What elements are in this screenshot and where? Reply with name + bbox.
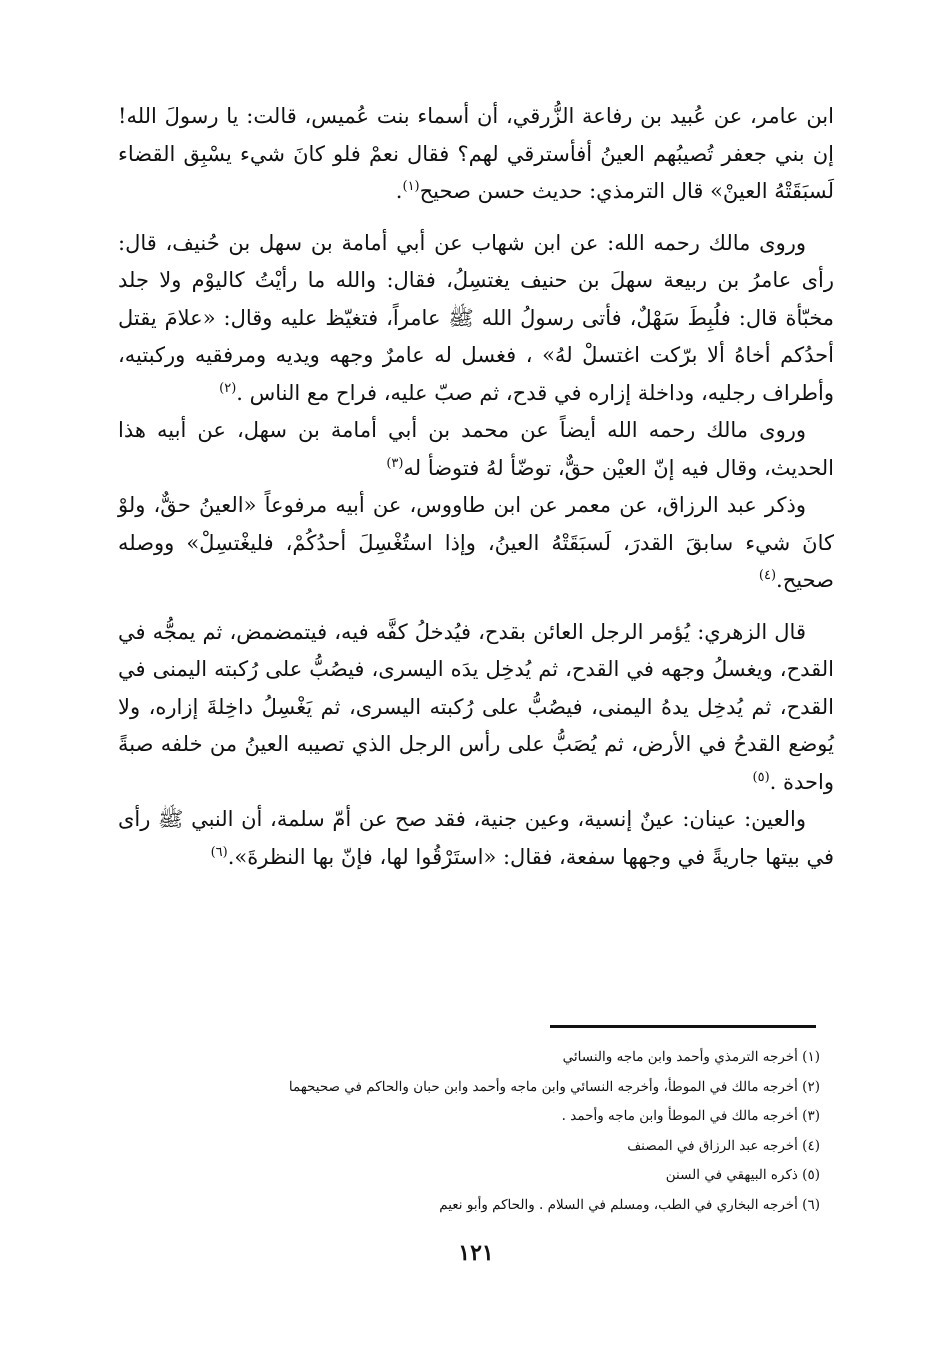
paragraph-text: والعين: عينان: عينٌ إنسية، وعين جنية، فقد صح عن أمّ سلمة، أن النبي ﷺ رأى في بيتها جاريةً في وجهها سفعة، فقال: «استَرْقُوا لها، فإنّ بها النظرةَ». bbox=[118, 807, 834, 869]
paragraph-text: ابن عامر، عن عُبيد بن رفاعة الزُّرقي، أن أسماء بنت عُميس، قالت: يا رسولَ الله! إن بني جعفر تُصيبُهم العينُ أفأسترقي لهم؟ فقال نعمْ فلو كانَ شيء يسْبِق القضاء لَسبَقَتْهُ العينْ» قال الترمذي: حديث حسن صحيح bbox=[118, 104, 834, 203]
paragraph-text: وروى مالك رحمه الله أيضاً عن محمد بن أبي أمامة بن سهل، عن أبيه هذا الحديث، وقال فيه إنّ العيْن حقٌّ، توضّأ لهُ فتوضأ له bbox=[118, 418, 834, 480]
paragraph-malik-sahl bbox=[118, 225, 834, 413]
paragraph-asma-hadith: ابن عامر، عن عُبيد بن رفاعة الزُّرقي، أن أسماء بنت عُميس، قالت: يا رسولَ الله! إن بني جعفر تُصيبُهم العينُ أفأسترقي لهم؟ فقال نعمْ فلو كانَ شيء يسْبِق القضاء لَسبَقَتْهُ العينْ» قال الترمذي: حديث حسن صحيح$^{(١)}$. bbox=[118, 104, 834, 203]
footnote-mark: (٦) bbox=[210, 844, 228, 860]
footnote-5: (٥) ذكره البيهقي في السنن bbox=[665, 1167, 820, 1183]
footnote-4: (٤) أخرجه عبد الرزاق في المصنف bbox=[627, 1137, 820, 1154]
paragraph-abd-alrazzaq bbox=[118, 487, 834, 600]
footnote-mark: (١) bbox=[402, 179, 420, 194]
footnotes-list bbox=[120, 1043, 820, 1220]
paragraph-zuhri bbox=[118, 614, 834, 802]
footnote-2: (٢) أخرجه مالك في الموطأ، وأخرجه النسائي وابن ماجه وأحمد وابن حبان والحاكم في صحيحهما bbox=[288, 1078, 820, 1095]
footnote-1: (١) أخرجه الترمذي وأحمد وابن ماجه والنسائي bbox=[562, 1049, 820, 1065]
page-number: ١٢١ bbox=[458, 1240, 494, 1266]
footnote-6: (٦) أخرجه البخاري في الطب، ومسلم في السلام . والحاكم وأبو نعيم bbox=[439, 1196, 820, 1213]
footnote-divider bbox=[550, 1025, 816, 1028]
footnote-mark: (٢) bbox=[219, 380, 237, 396]
paragraph-text: وروى مالك رحمه الله: عن ابن شهاب عن أبي أمامة بن سهل بن حُنيف، قال: رأى عامرُ بن ربيعة سهلَ بن حنيف يغتسِلُ، فقال: والله ما رأيْتُ كاليوْم ولا جلد مخبّأة قال: فلُبِطَ سَهْلٌ، فأتى رسولُ الله ﷺ عامراً، فتغيّظ عليه وقال: «علامَ يقتل أحدُكم أخاهُ ألا برّكت اغتسلْ لهُ» ، فغسل له عامرٌ وجهه ويديه ومرفقيه وركبتيه، وأطراف رجليه، وداخلة إزاره في قدح، ثم صبّ عليه، فراح مع الناس . bbox=[118, 230, 834, 405]
footnote-mark: (٥) bbox=[752, 769, 770, 785]
footnote-mark: (٤) bbox=[758, 568, 777, 583]
footnote-3: (٣) أخرجه مالك في الموطأ وابن ماجه وأحمد . bbox=[561, 1108, 820, 1124]
paragraph-malik-muhammad bbox=[118, 412, 834, 487]
paragraph-two-eyes bbox=[118, 801, 834, 876]
paragraph-text: وذكر عبد الرزاق، عن معمر عن ابن طاووس، عن أبيه مرفوعاً «العينُ حقٌّ، ولوْ كانَ شيء سابقَ القدرَ، لَسبَقَتْهُ العينُ، وإذا استُغْسِلَ أحدُكُمْ، فليغْتسِلْ» ووصله صحيح. bbox=[118, 493, 834, 592]
paragraph-text: قال الزهري: يُؤمر الرجل العائن بقدح، فيُدخلُ كفَّه فيه، فيتمضمض، ثم يمجُّه في القدح، ويغسلُ وجهه في القدح، ثم يُدخِل يدَه اليسرى، فيصُبُّ على رُكبته اليمنى في القدح، ثم يُدخِل يدهُ اليمنى، فيصُبُّ على رُكبته اليسرى، ثم يَغْسِلُ داخِلةَ إزاره، ولا يُوضع القدحُ في الأرض، ثم يُصَبُّ على رأس الرجل الذي تصيبه العينُ من خلفه صبةً واحدة . bbox=[118, 619, 834, 794]
main-text-body bbox=[118, 98, 834, 876]
footnote-mark: (٣) bbox=[386, 455, 404, 471]
